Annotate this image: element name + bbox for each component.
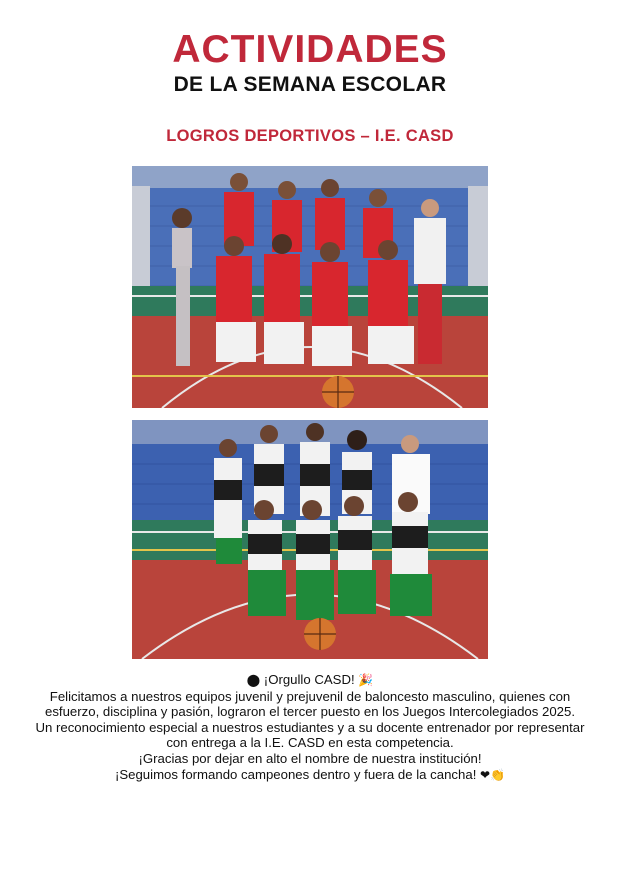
caption-line-champions (30, 767, 590, 784)
caption-pride-text: ¡Orgullo CASD! (263, 672, 355, 687)
page-title: ACTIVIDADES (172, 28, 448, 71)
caption-line-pride (30, 672, 590, 689)
party-popper-icon: 🎉 (358, 673, 374, 687)
caption-paragraph-congrats: Felicitamos a nuestros equipos juvenil y prejuvenil de baloncesto masculino, quienes con esfuerzo, disciplina y pasión, lograron el tercer puesto en los Juegos Intercolegiados 2025. (44, 688, 576, 720)
caption-champions-text: ¡Seguimos formando campeones dentro y fuera de la cancha! (114, 766, 477, 782)
section-title: LOGROS DEPORTIVOS – I.E. CASD (166, 127, 454, 145)
caption-paragraph-thanks: ¡Gracias por dejar en alto el nombre de nuestra institución! (138, 750, 482, 766)
black-circle-icon: ⬤ (246, 673, 261, 687)
heart-clap-icon: ❤👏 (480, 767, 506, 782)
team-photo-red (132, 166, 488, 408)
caption-text (30, 672, 590, 783)
team-photo-green (132, 420, 488, 659)
team-photo-green-image (132, 420, 488, 659)
team-photo-red-image (132, 166, 488, 408)
caption-paragraph-recognition: Un reconocimiento especial a nuestros estudiantes y a su docente entrenador por representar con entrega a la I.E. CASD en esta competencia. (35, 719, 585, 751)
page-subtitle: DE LA SEMANA ESCOLAR (173, 73, 447, 96)
